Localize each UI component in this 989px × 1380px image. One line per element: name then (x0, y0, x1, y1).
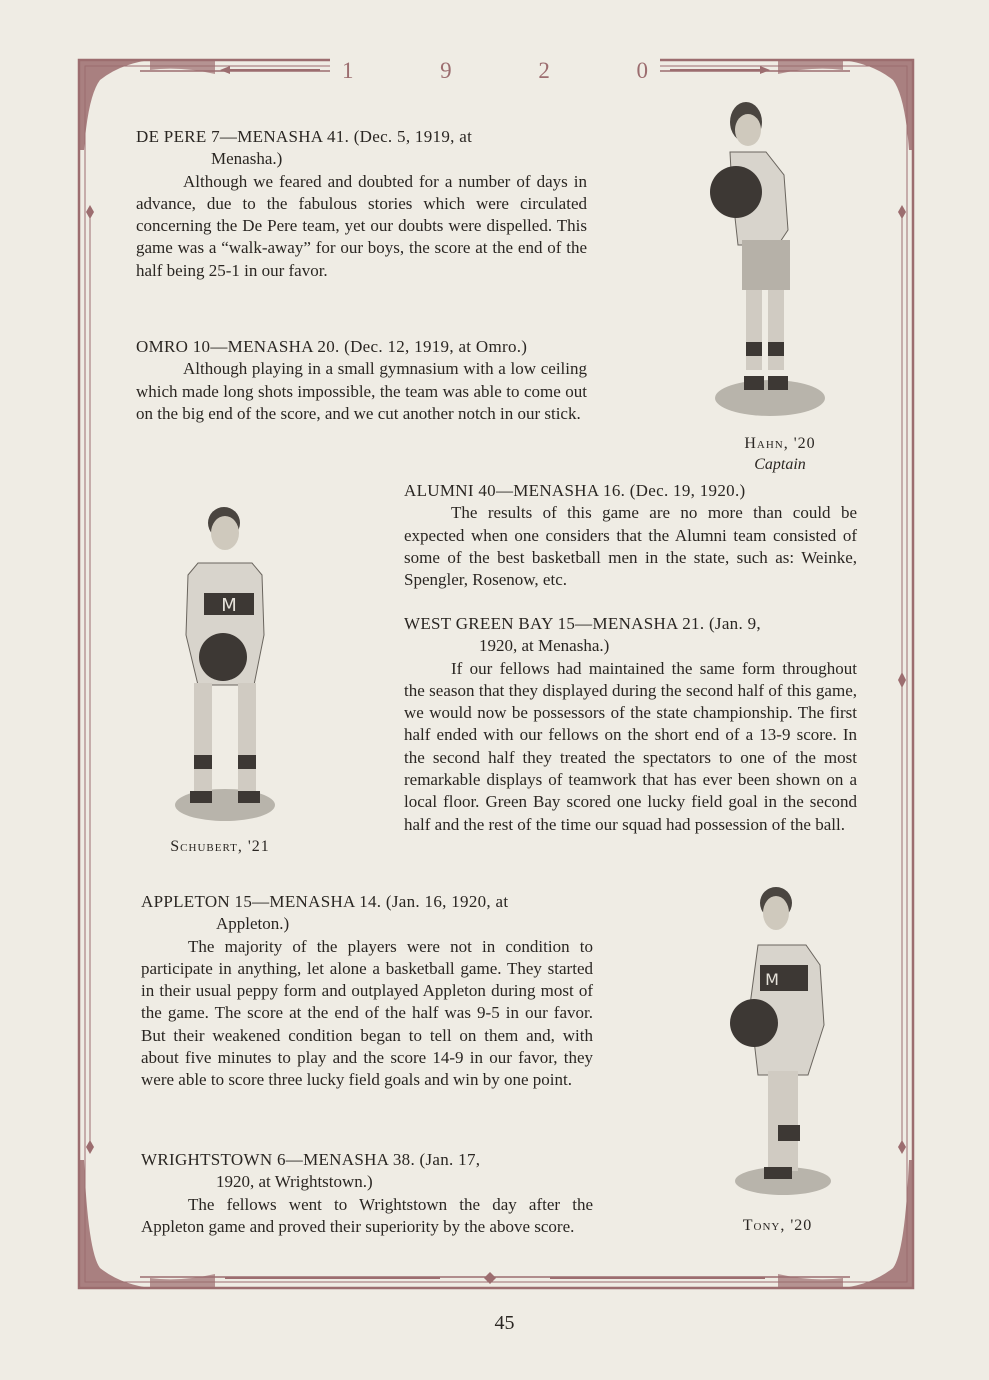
game-body: The results of this game are no more than could be expected when one considers that the Alumni team consisted of some of the best basketball men in the state, such as: Weinke, Spengler, Rosenow, etc. (404, 503, 857, 590)
game-body: The majority of the players were not in condition to participate in anything, let alone a basketball game. They started in their usual peppy form and outplayed Appleton during most of the game. The score at the end of the half was 9-5 in our favor. But their weakened condition began to tell on them and, with about five minutes to play and the score 14-9 in our favor, they were able to score three lucky field goals and win by one point. (141, 936, 593, 1090)
player-role: Captain (754, 456, 806, 473)
year-digit: 9 (440, 58, 452, 83)
header-year (330, 58, 660, 84)
game-report-appleton (141, 891, 593, 1092)
game-heading: ALUMNI 40—MENASHA 16. (Dec. 19, 1920.) (404, 481, 746, 500)
player-photo-hahn (708, 100, 828, 425)
jersey-letter: M (765, 970, 779, 989)
game-body: The fellows went to Wrightstown the day after the Appleton game and proved their superiority by the above score. (141, 1194, 593, 1236)
game-body: If our fellows had maintained the same form throughout the season that they displayed during the second half of this game, we would now be possessors of the state championship. The first half ended with our fellows on the short end of a 13-9 score. In the second half they treated the spectators to one of the most remarkable displays of teamwork that has ever been shown on a local floor. Green Bay scored one lucky field goal in the second half and the rest of the time our squad had possession of the ball. (404, 658, 857, 834)
game-report-omro (136, 336, 587, 425)
game-body: Although playing in a small gymnasium with a low ceiling which made long shots impossible, the team was able to come out on the big end of the score, and we cut another notch in our stick. (136, 359, 587, 423)
jersey-letter: M (221, 595, 237, 616)
player-photo-tony (728, 885, 838, 1200)
game-heading-continued: Menasha.) (211, 149, 283, 169)
player-name: Schubert, '21 (170, 838, 270, 855)
game-report-wrightstown (141, 1149, 593, 1238)
year-digit: 0 (636, 58, 648, 83)
game-report-west-green-bay (404, 613, 857, 836)
year-digit: 2 (538, 58, 550, 83)
game-heading: WEST GREEN BAY 15—MENASHA 21. (Jan. 9, (404, 614, 761, 633)
game-heading-continued: 1920, at Menasha.) (479, 636, 610, 656)
player-photo-schubert (170, 505, 280, 825)
game-heading-continued: Appleton.) (216, 914, 290, 934)
game-heading: DE PERE 7—MENASHA 41. (Dec. 5, 1919, at (136, 127, 473, 146)
player-name: Tony, '20 (742, 1217, 813, 1234)
game-heading: APPLETON 15—MENASHA 14. (Jan. 16, 1920, at (141, 892, 509, 911)
player-name: Hahn, '20 (744, 435, 816, 452)
caption-tony (720, 1215, 835, 1236)
caption-schubert (155, 836, 285, 857)
page-number: 45 (494, 1312, 515, 1334)
game-report-alumni (404, 480, 857, 591)
game-body: Although we feared and doubted for a number of days in advance, due to the fabulous stories which were circulated concerning the De Pere team, yet our doubts were dispelled. This game was a “walk-away” for our boys, the score at the end of the half being 25-1 in our favor. (136, 171, 587, 280)
game-report-de-pere (136, 126, 587, 282)
game-heading: WRIGHTSTOWN 6—MENASHA 38. (Jan. 17, (141, 1150, 481, 1169)
game-heading: OMRO 10—MENASHA 20. (Dec. 12, 1919, at Omro.) (136, 337, 528, 356)
year-digit: 1 (342, 58, 354, 83)
game-heading-continued: 1920, at Wrightstown.) (216, 1172, 373, 1192)
caption-hahn (720, 433, 840, 475)
